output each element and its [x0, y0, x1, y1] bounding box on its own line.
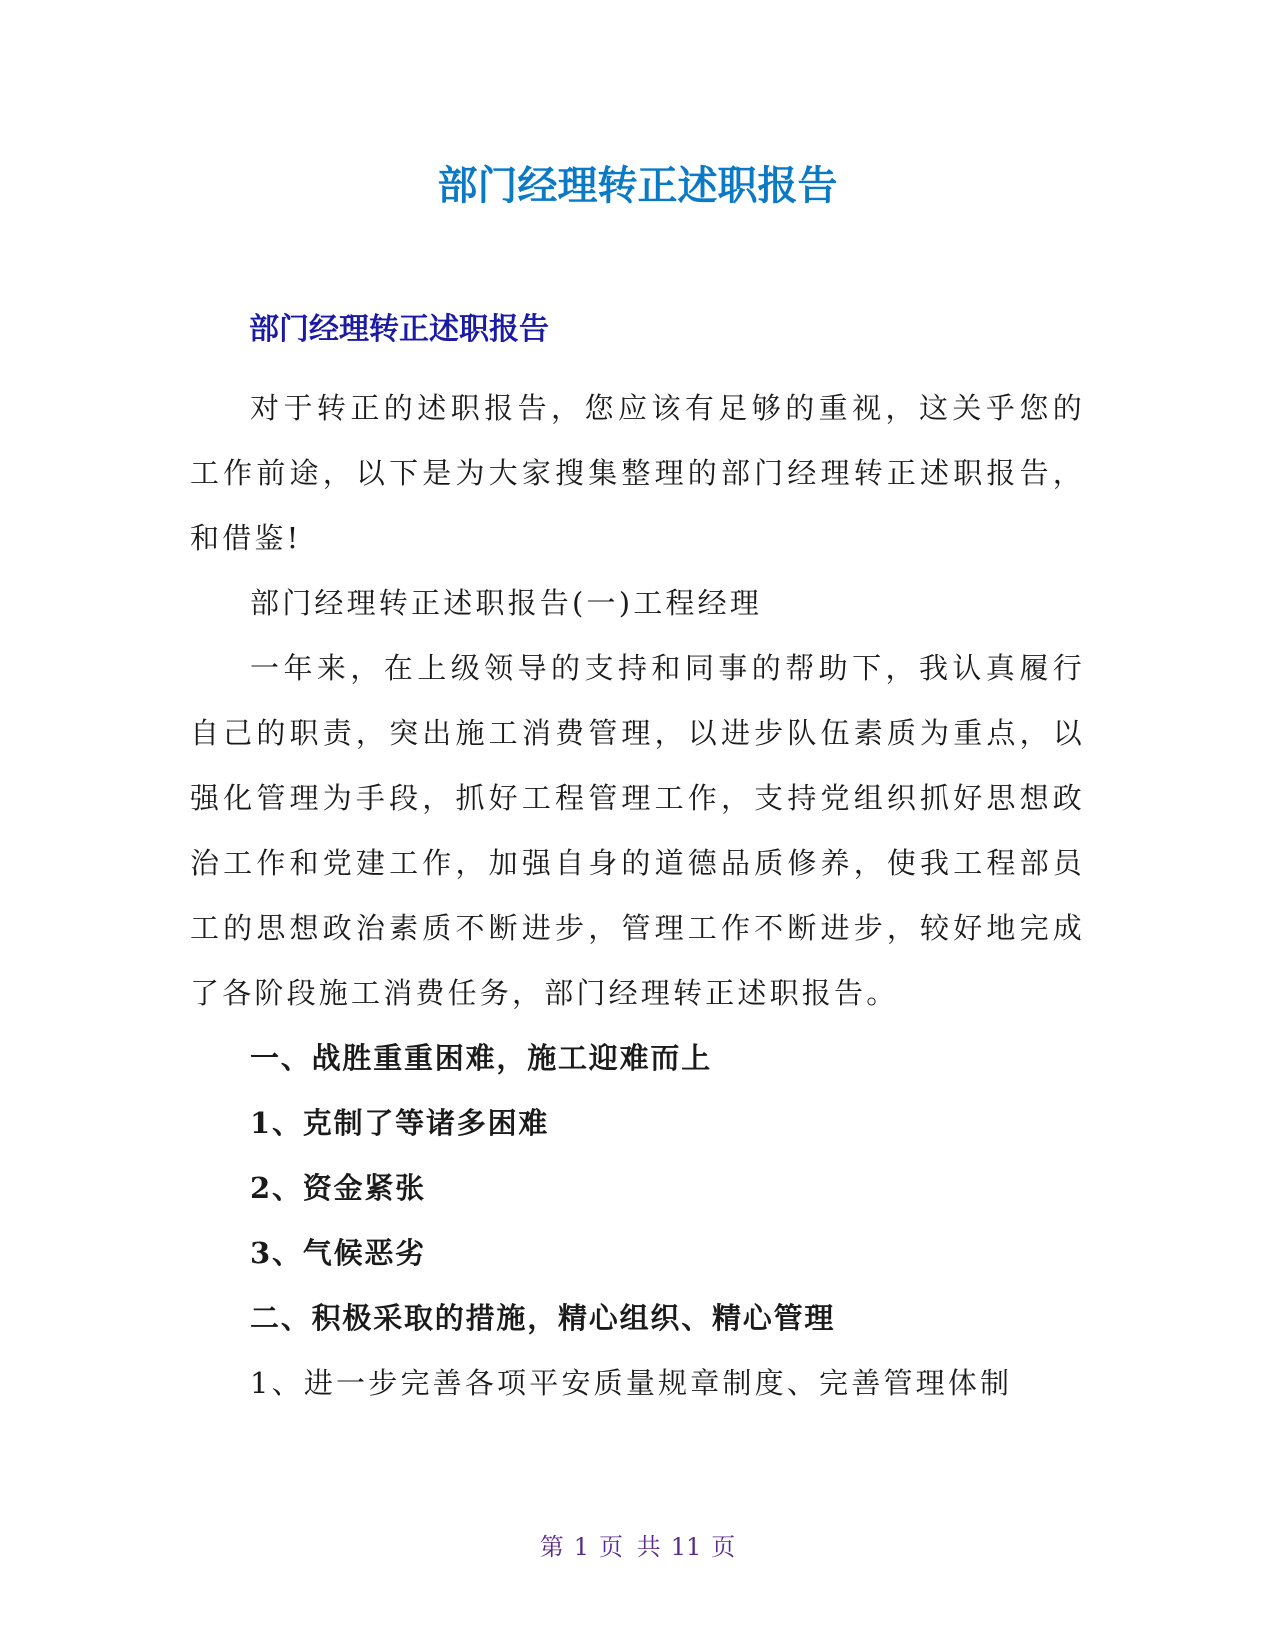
footer-suffix: 页 — [711, 1533, 736, 1561]
paragraph-subtitle: 部门经理转正述职报告(一)工程经理 — [250, 586, 763, 620]
heading-part-two: 二、积极采取的措施，精心组织、精心管理 — [250, 1301, 836, 1335]
footer-page-number: 1 — [573, 1533, 590, 1561]
paragraph-measure-1: 1、进一步完善各项平安质量规章制度、完善管理体制 — [250, 1366, 1013, 1400]
list-item-3: 3、气候恶劣 — [250, 1236, 426, 1270]
section-title: 部门经理转正述职报告 — [249, 312, 549, 347]
footer-mid: 页 共 — [599, 1533, 661, 1561]
paragraph-summary: 一年来，在上级领导的支持和同事的帮助下，我认真履行自己的职责，突出施工消费管理，以进步队伍素质为重点，以强化管理为手段，抓好工程管理工作，支持党组织抓好思想政治工作和党建工作，加强自身的道德品质修养，使我工程部员工的思想政治素质不断进步，管理工作不断进步，较好地完成了各阶段施工消费任务，部门经理转正述职报告。 — [190, 651, 1085, 1010]
page-footer — [0, 1532, 1275, 1562]
footer-total-pages: 11 — [670, 1533, 702, 1561]
heading-part-one: 一、战胜重重困难，施工迎难而上 — [250, 1041, 713, 1075]
document-body — [190, 376, 1085, 1416]
footer-prefix: 第 — [539, 1533, 564, 1561]
document-title: 部门经理转正述职报告 — [437, 163, 838, 209]
paragraph-intro: 对于转正的述职报告，您应该有足够的重视，这关乎您的工作前途，以下是为大家搜集整理的部门经理转正述职报告，和借鉴! — [190, 391, 1085, 555]
list-item-1: 1、克制了等诸多困难 — [250, 1106, 550, 1140]
list-item-2: 2、资金紧张 — [250, 1171, 426, 1205]
